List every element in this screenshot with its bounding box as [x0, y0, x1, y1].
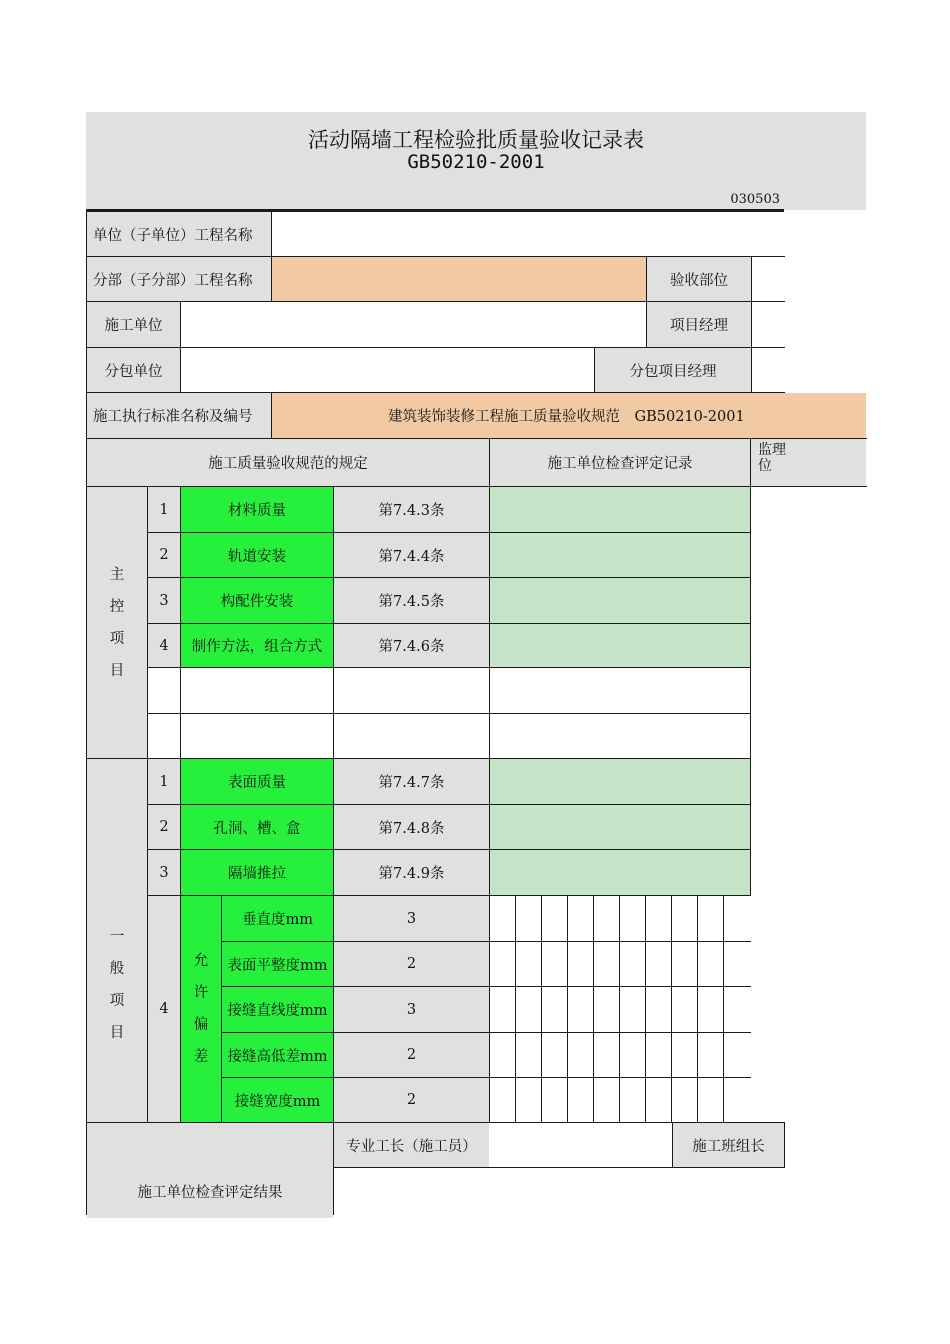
general-item-clause: 第7.4.9条 [334, 850, 489, 895]
deviation-char: 许 [193, 985, 209, 1001]
main-item-no: 4 [148, 624, 180, 667]
grid-line-v [147, 487, 148, 1123]
grid-line-v [723, 896, 724, 1123]
main-item-clause: 第7.4.4条 [334, 533, 489, 577]
grid-line-h [86, 392, 785, 393]
deviation-label [181, 896, 221, 1122]
main-item-no: 2 [148, 533, 180, 577]
grid-line-h [333, 1167, 785, 1168]
main-item-clause: 第7.4.5条 [334, 578, 489, 623]
main-control-char: 主 [109, 566, 125, 583]
grid-line-v [271, 393, 272, 439]
contractor-record-header: 施工单位检查评定记录 [490, 439, 750, 486]
grid-line-v [672, 1123, 673, 1168]
grid-line-v [645, 896, 646, 1123]
grid-line-v [489, 439, 490, 1123]
main-item-clause: 第7.4.3条 [334, 487, 489, 532]
grid-line-v [646, 257, 647, 348]
general-item-clause: 第7.4.8条 [334, 805, 489, 849]
general-char: 一 [109, 928, 125, 945]
grid-line-v [180, 487, 181, 1123]
division-label: 分部（子分部）工程名称 [87, 257, 271, 301]
grid-line-v [271, 212, 272, 257]
supervision-header-text: 监理位 [758, 442, 786, 474]
grid-line-v [567, 896, 568, 1123]
general-item-no: 2 [148, 805, 180, 849]
main-control-char: 项 [109, 630, 125, 647]
foreman-field[interactable] [490, 1123, 672, 1167]
grid-line-v [515, 896, 516, 1123]
grid-line-v [541, 896, 542, 1123]
main-item-no: 1 [148, 487, 180, 532]
grid-line-h [86, 301, 785, 302]
contractor-field[interactable] [181, 302, 646, 347]
general-char: 般 [109, 960, 125, 977]
deviation-char: 差 [193, 1049, 209, 1065]
sub-project-manager-label: 分包项目经理 [595, 348, 751, 392]
deviation-char: 允 [193, 953, 209, 969]
subcontractor-field[interactable] [181, 348, 594, 392]
grid-line-v [619, 896, 620, 1123]
general-item-name: 孔洞、槽、盒 [181, 805, 333, 849]
deviation-name: 垂直度mm [222, 896, 333, 941]
team-leader-label: 施工班组长 [673, 1123, 784, 1167]
general-item-record[interactable] [490, 805, 750, 849]
grid-line-h [86, 347, 785, 348]
deviation-value: 2 [334, 942, 489, 986]
grid-line-v [671, 896, 672, 1123]
result-label: 施工单位检查评定结果 [137, 1184, 283, 1201]
main-item-record[interactable] [490, 487, 750, 532]
main-item-name: 材料质量 [181, 487, 333, 532]
general-item-name: 表面质量 [181, 759, 333, 804]
grid-line-v [593, 896, 594, 1123]
foreman-label: 专业工长（施工员） [334, 1123, 489, 1167]
main-control-char: 控 [109, 598, 125, 615]
deviation-name: 接缝高低差mm [222, 1033, 333, 1077]
main-control-char: 目 [109, 662, 125, 679]
main-item-no: 3 [148, 578, 180, 623]
contractor-label: 施工单位 [87, 302, 180, 347]
deviation-name: 表面平整度mm [222, 942, 333, 986]
main-item-clause: 第7.4.6条 [334, 624, 489, 667]
deviation-value: 2 [334, 1078, 489, 1122]
general-item-name: 隔墙推拉 [181, 850, 333, 895]
deviation-value: 3 [334, 896, 489, 941]
general-item-no: 3 [148, 850, 180, 895]
grid-line-h [86, 758, 751, 759]
grid-line-h [147, 849, 751, 850]
grid-line-v [180, 302, 181, 393]
grid-line-h [147, 623, 751, 624]
general-label [87, 759, 147, 1122]
main-item-record[interactable] [490, 578, 750, 623]
project-manager-label: 项目经理 [647, 302, 751, 347]
form-number: 030503 [730, 191, 780, 207]
exec-standard-label: 施工执行标准名称及编号 [87, 393, 271, 438]
grid-line-v [697, 896, 698, 1123]
main-item-name: 构配件安装 [181, 578, 333, 623]
general-char: 项 [109, 992, 125, 1009]
spec-rules-header: 施工质量验收规范的规定 [87, 439, 489, 486]
grid-line-h [147, 895, 751, 896]
grid-line-v [333, 487, 334, 1215]
standard-code: GB50210-2001 [407, 151, 545, 173]
main-item-record[interactable] [490, 533, 750, 577]
grid-line-v [271, 257, 272, 302]
deviation-item-no: 4 [148, 896, 180, 1122]
grid-line-h [147, 667, 751, 668]
grid-line-h [86, 256, 785, 257]
general-item-no: 1 [148, 759, 180, 804]
grid-line-h [147, 804, 751, 805]
result-field[interactable] [334, 1168, 784, 1214]
subcontractor-label: 分包单位 [87, 348, 180, 392]
general-item-record[interactable] [490, 759, 750, 804]
unit-project-field[interactable] [272, 212, 784, 256]
grid-line-v [86, 210, 87, 1215]
main-item-name: 轨道安装 [181, 533, 333, 577]
division-field[interactable] [272, 257, 646, 301]
grid-line-v [221, 896, 222, 1123]
grid-line-v [594, 348, 595, 393]
general-char: 目 [109, 1024, 125, 1041]
deviation-value: 2 [334, 1033, 489, 1077]
deviation-name: 接缝直线度mm [222, 987, 333, 1032]
deviation-value: 3 [334, 987, 489, 1032]
grid-line-h [86, 1122, 785, 1123]
exec-standard-field: 建筑装饰装修工程施工质量验收规范 GB50210-2001 [272, 393, 866, 438]
main-item-record[interactable] [490, 624, 750, 667]
grid-line-h [147, 532, 751, 533]
main-item-name: 制作方法，组合方式 [181, 624, 333, 667]
deviation-char: 偏 [193, 1017, 209, 1033]
grid-line-h [147, 713, 751, 714]
acceptance-part-label: 验收部位 [647, 257, 751, 301]
acceptance-part-field[interactable] [752, 257, 784, 301]
unit-project-label: 单位（子单位）工程名称 [87, 212, 271, 256]
grid-line-v [751, 257, 752, 393]
general-item-record[interactable] [490, 850, 750, 895]
grid-line-v [784, 1123, 785, 1168]
form-title: 活动隔墙工程检验批质量验收记录表 [308, 128, 644, 152]
deviation-name: 接缝宽度mm [222, 1078, 333, 1122]
main-control-label [87, 487, 147, 758]
general-item-clause: 第7.4.7条 [334, 759, 489, 804]
grid-line-h [147, 577, 751, 578]
